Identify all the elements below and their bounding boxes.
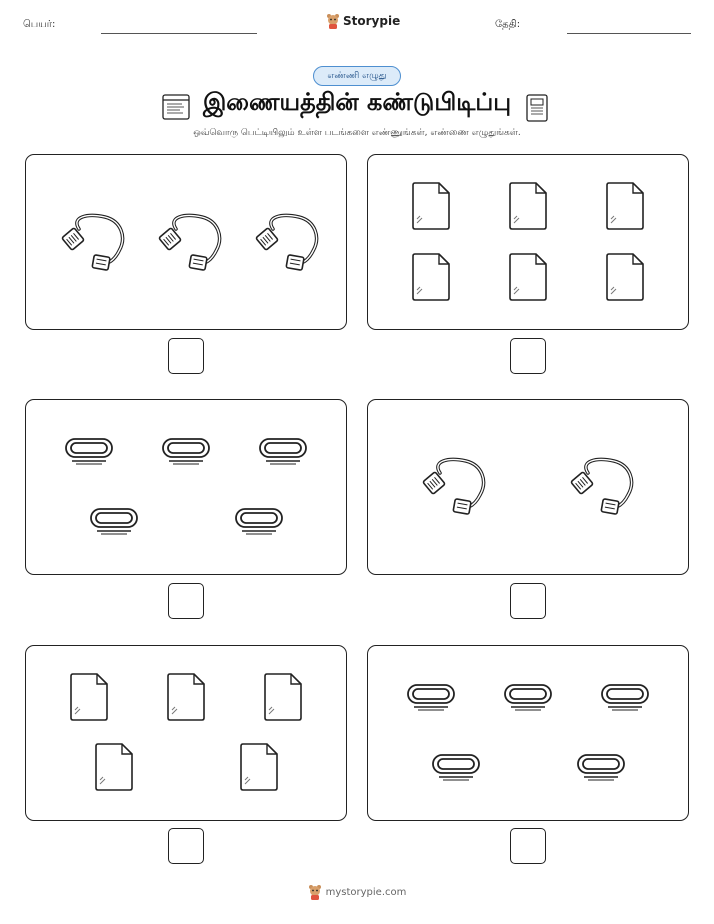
answer-box-2[interactable] <box>510 338 546 374</box>
count-panel-6 <box>367 645 689 821</box>
file-icon <box>409 181 453 235</box>
answer-box-1[interactable] <box>168 338 204 374</box>
usb-c-port-icon <box>503 683 553 715</box>
ethernet-cable-icon <box>566 455 638 521</box>
ethernet-cable-icon <box>57 211 129 277</box>
usb-c-port-icon <box>89 507 139 539</box>
date-label: தேதி: <box>495 19 521 30</box>
footer-url: mystorypie.com <box>325 886 407 898</box>
count-panel-3 <box>25 399 347 575</box>
usb-c-port-icon <box>161 437 211 469</box>
ethernet-cable-icon <box>418 455 490 521</box>
bear-mascot-icon <box>308 884 322 900</box>
file-icon <box>506 181 550 235</box>
ethernet-cable-icon <box>251 211 323 277</box>
file-icon <box>237 742 281 796</box>
date-field[interactable] <box>567 33 691 34</box>
activity-badge: எண்ணி எழுது <box>313 66 401 86</box>
file-icon <box>261 672 305 726</box>
count-panel-4 <box>367 399 689 575</box>
usb-c-port-icon <box>431 753 481 785</box>
usb-c-port-icon <box>406 683 456 715</box>
name-label: பெயர்: <box>23 19 56 30</box>
usb-c-port-icon <box>234 507 284 539</box>
usb-c-port-icon <box>576 753 626 785</box>
file-icon <box>164 672 208 726</box>
name-field[interactable] <box>101 33 257 34</box>
page-title: இணையத்தின் கண்டுபிடிப்பு <box>202 88 512 116</box>
file-icon <box>506 252 550 306</box>
answer-box-5[interactable] <box>168 828 204 864</box>
file-icon <box>67 672 111 726</box>
instructions: ஒவ்வொரு பெட்டியிலும் உள்ள படங்களை எண்ணுங்கள், எண்ணை எழுதுங்கள். <box>193 128 521 138</box>
brand-name: Storypie <box>343 14 401 28</box>
server-tower-icon <box>524 94 550 122</box>
file-icon <box>92 742 136 796</box>
answer-box-6[interactable] <box>510 828 546 864</box>
file-icon <box>409 252 453 306</box>
file-icon <box>603 181 647 235</box>
answer-box-4[interactable] <box>510 583 546 619</box>
usb-c-port-icon <box>258 437 308 469</box>
bear-mascot-icon <box>326 13 340 29</box>
answer-box-3[interactable] <box>168 583 204 619</box>
usb-c-port-icon <box>64 437 114 469</box>
file-icon <box>603 252 647 306</box>
footer <box>0 884 714 900</box>
ethernet-cable-icon <box>154 211 226 277</box>
usb-c-port-icon <box>600 683 650 715</box>
brand-logo <box>326 13 400 29</box>
